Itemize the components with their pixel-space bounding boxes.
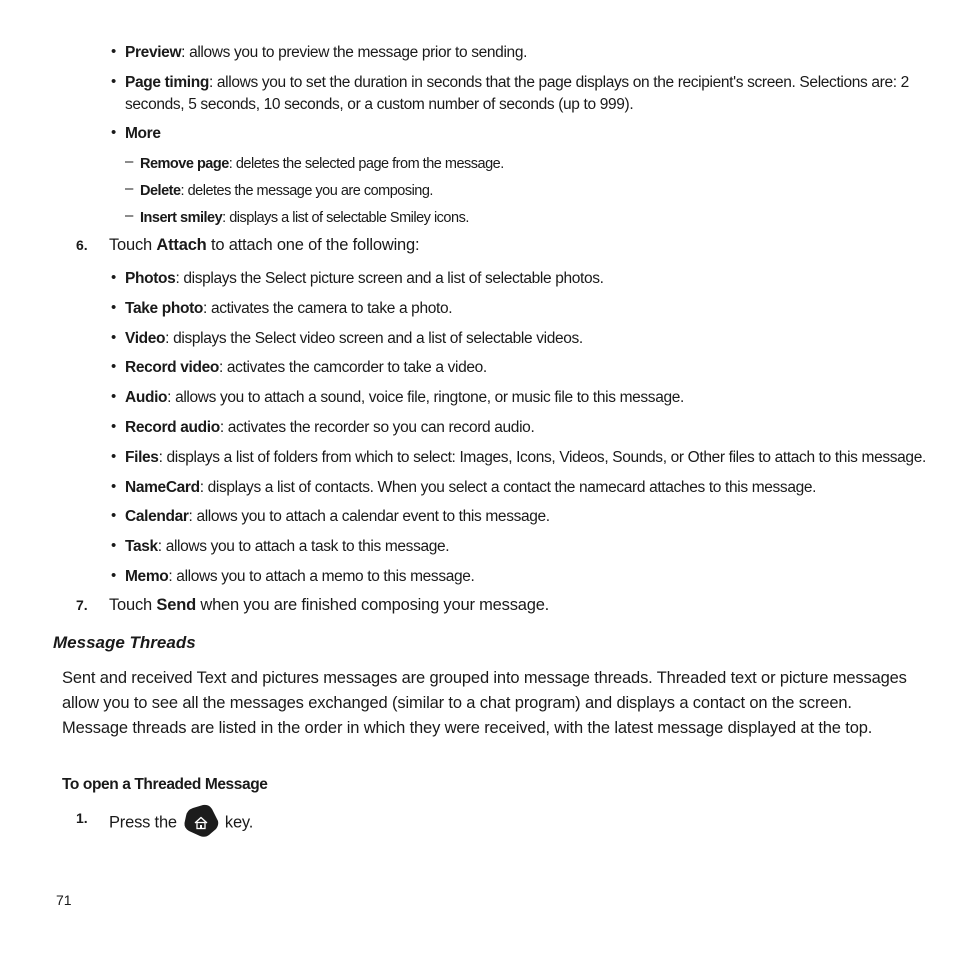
description: : activates the camera to take a photo. xyxy=(203,300,453,317)
term: Insert smiley xyxy=(140,210,223,226)
bullet-marker: • xyxy=(111,537,117,554)
bullet-marker: • xyxy=(111,73,117,90)
term: Photos xyxy=(125,270,176,287)
step-number: 7. xyxy=(76,597,88,613)
bullet-marker: • xyxy=(111,507,117,524)
term: Preview xyxy=(125,44,182,61)
bullet-marker: • xyxy=(111,448,117,465)
bullet-marker: • xyxy=(111,358,117,375)
term: Take photo xyxy=(125,300,204,317)
procedure-heading: To open a Threaded Message xyxy=(62,776,268,793)
description: : displays the Select video screen and a list of selectable videos. xyxy=(165,330,583,347)
dash-marker: – xyxy=(125,207,134,224)
list-item xyxy=(125,536,449,558)
bullet-marker: • xyxy=(111,269,117,286)
list-item xyxy=(125,417,534,439)
body-paragraph: Sent and received Text and pictures messages are grouped into message threads. Threaded text or picture messages allow you to see all the messages exchanged (similar to a chat program) and displays a contact on the screen. Message threads are listed in the order in which they were received, with the latest message displayed at the top. xyxy=(62,669,907,737)
step-text: Press the xyxy=(109,813,177,832)
term: Record audio xyxy=(125,419,220,436)
list-item xyxy=(125,357,487,379)
list-item xyxy=(125,506,550,528)
dash-marker: – xyxy=(125,180,134,197)
sub-item-remove-page xyxy=(140,153,504,175)
term: Files xyxy=(125,449,159,466)
home-key-icon xyxy=(183,804,219,838)
bullet-marker: • xyxy=(111,478,117,495)
step-number: 6. xyxy=(76,237,88,253)
description: : displays a list of contacts. When you select a contact the namecard attaches to this message. xyxy=(199,479,817,496)
list-item xyxy=(125,447,926,469)
description: : allows you to attach a memo to this message. xyxy=(168,568,475,585)
list-item-more xyxy=(125,123,161,145)
description: : activates the recorder so you can record audio. xyxy=(219,419,535,436)
list-item-page-timing-cont xyxy=(125,94,633,116)
list-item-page-timing xyxy=(125,72,909,94)
sub-item-delete xyxy=(140,180,433,202)
term: Record video xyxy=(125,359,219,376)
term: Task xyxy=(125,538,158,555)
term: Remove page xyxy=(140,156,229,172)
bullet-marker: • xyxy=(111,329,117,346)
term: Video xyxy=(125,330,166,347)
term: Memo xyxy=(125,568,169,585)
description: : activates the camcorder to take a video. xyxy=(219,359,487,376)
bullet-marker: • xyxy=(111,388,117,405)
description: : displays the Select picture screen and a list of selectable photos. xyxy=(175,270,604,287)
dash-marker: – xyxy=(125,153,134,170)
bullet-marker: • xyxy=(111,567,117,584)
bullet-marker: • xyxy=(111,418,117,435)
term: NameCard xyxy=(125,479,200,496)
description: : allows you to attach a task to this message. xyxy=(157,538,450,555)
step-text: Touch xyxy=(109,596,157,614)
step-1 xyxy=(109,806,253,840)
sub-item-insert-smiley xyxy=(140,207,469,229)
step-text: when you are finished composing your message. xyxy=(195,596,550,614)
list-item xyxy=(125,566,475,588)
step-text: Touch xyxy=(109,236,157,254)
term: Calendar xyxy=(125,508,189,525)
list-item xyxy=(125,298,452,320)
page-number: 71 xyxy=(56,892,72,908)
list-item xyxy=(125,387,684,409)
term: Delete xyxy=(140,183,181,199)
step-6 xyxy=(109,234,419,256)
bullet-marker: • xyxy=(111,124,117,141)
description: : displays a list of folders from which to select: Images, Icons, Videos, Sounds, or Other files to attach to this message. xyxy=(158,449,926,466)
list-item-preview xyxy=(125,42,527,64)
step-text: to attach one of the following: xyxy=(206,236,420,254)
step-text: key. xyxy=(224,813,254,832)
description: seconds, 5 seconds, 10 seconds, or a custom number of seconds (up to 999). xyxy=(125,96,634,113)
description: : allows you to attach a calendar event to this message. xyxy=(188,508,550,525)
term: Audio xyxy=(125,389,168,406)
bullet-marker: • xyxy=(111,299,117,316)
step-7 xyxy=(109,594,549,616)
description: : allows you to preview the message prior to sending. xyxy=(181,44,528,61)
bullet-marker: • xyxy=(111,43,117,60)
section-title: Message Threads xyxy=(53,633,196,652)
list-item xyxy=(125,477,816,499)
step-term: Attach xyxy=(156,236,207,254)
term: More xyxy=(125,125,161,142)
term: Page timing xyxy=(125,74,209,91)
description: : allows you to set the duration in seconds that the page displays on the recipient's screen. Selections are: 2 xyxy=(209,74,909,91)
list-item xyxy=(125,268,604,290)
step-term: Send xyxy=(156,596,196,614)
description: : allows you to attach a sound, voice file, ringtone, or music file to this message. xyxy=(167,389,684,406)
description: : displays a list of selectable Smiley icons. xyxy=(222,210,469,226)
description: : deletes the selected page from the message. xyxy=(228,156,504,172)
description: : deletes the message you are composing. xyxy=(180,183,433,199)
step-number: 1. xyxy=(76,810,88,826)
list-item xyxy=(125,328,583,350)
